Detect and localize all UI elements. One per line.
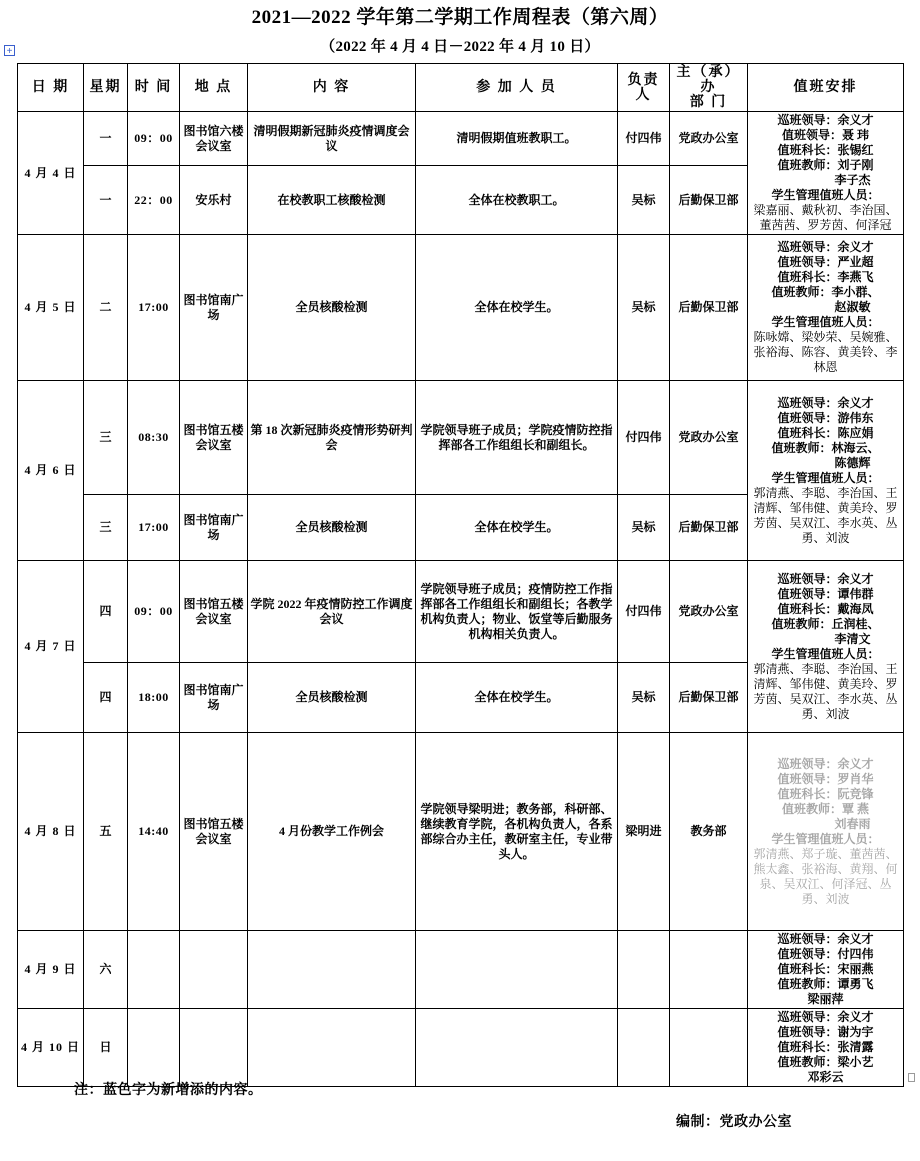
duty-line xyxy=(750,255,901,270)
cell-place: 图书馆南广场 xyxy=(180,495,248,561)
cell-department: 党政办公室 xyxy=(670,381,748,495)
cell-place: 图书馆南广场 xyxy=(180,663,248,733)
cell-department: 教务部 xyxy=(670,733,748,931)
cell-content: 4 月份教学工作例会 xyxy=(248,733,416,931)
cell-date: 4 月 8 日 xyxy=(18,733,84,931)
col-header-weekday: 星期 xyxy=(84,64,128,112)
duty-value: 林海云、 xyxy=(831,440,880,455)
duty-line xyxy=(750,1025,901,1040)
duty-label: 值班教师： xyxy=(781,801,842,816)
cell-weekday: 一 xyxy=(84,112,128,166)
cell-content: 学院 2022 年疫情防控工作调度会议 xyxy=(248,561,416,663)
duty-students-value: 郭清燕、郑子璇、董茜茜、熊太鑫、张裕海、黄翔、何泉、吴双江、何泽冠、丛勇、刘波 xyxy=(753,846,898,906)
cell-content xyxy=(248,931,416,1009)
duty-value: 陈德辉 xyxy=(834,455,871,470)
cell-duty-arrangement xyxy=(748,1009,904,1087)
duty-value: 游伟东 xyxy=(837,410,874,425)
duty-line xyxy=(750,456,901,471)
cell-place: 图书馆南广场 xyxy=(180,235,248,381)
duty-value: 谭勇飞 xyxy=(837,977,874,991)
duty-line xyxy=(750,932,901,947)
duty-students-label: 学生管理值班人员： xyxy=(771,831,880,846)
col-header-responsible: 负责人 xyxy=(618,64,670,112)
duty-label: 值班教师： xyxy=(771,616,832,631)
duty-label: 值班领导： xyxy=(777,410,838,425)
cell-content: 在校教职工核酸检测 xyxy=(248,166,416,235)
duty-value: 余义才 xyxy=(837,240,874,254)
duty-line xyxy=(750,411,901,426)
cell-responsible: 吴标 xyxy=(618,166,670,235)
duty-line xyxy=(750,270,901,285)
duty-value: 陈应娟 xyxy=(837,425,874,440)
col-header-department xyxy=(670,64,748,112)
duty-label: 值班领导： xyxy=(777,255,838,269)
col-header-date: 日 期 xyxy=(18,64,84,112)
table-row xyxy=(18,733,904,931)
duty-value: 李子杰 xyxy=(834,173,871,187)
cell-time xyxy=(128,1009,180,1087)
duty-value: 梁丽萍 xyxy=(807,992,844,1006)
cell-content: 全员核酸检测 xyxy=(248,663,416,733)
table-row xyxy=(18,561,904,663)
col-header-duty: 值班安排 xyxy=(748,64,904,112)
duty-value: 宋丽燕 xyxy=(837,962,874,976)
cell-date: 4 月 7 日 xyxy=(18,561,84,733)
duty-line xyxy=(750,757,901,772)
cell-date: 4 月 6 日 xyxy=(18,381,84,561)
cell-time: 22：00 xyxy=(128,166,180,235)
duty-value: 邓彩云 xyxy=(807,1070,844,1084)
cell-content xyxy=(248,1009,416,1087)
cell-time: 09：00 xyxy=(128,112,180,166)
cell-weekday: 三 xyxy=(84,381,128,495)
cell-place: 安乐村 xyxy=(180,166,248,235)
table-header xyxy=(18,64,904,112)
duty-label: 巡班领导： xyxy=(777,571,838,586)
duty-line xyxy=(750,817,901,832)
duty-students-value: 梁嘉丽、戴秋初、李治国、董茜茜、罗芳茵、何泽冠 xyxy=(753,203,898,232)
duty-label: 值班科长： xyxy=(777,1040,838,1054)
table-row xyxy=(18,112,904,166)
col-header-time: 时 间 xyxy=(128,64,180,112)
duty-students-label: 学生管理值班人员： xyxy=(771,188,880,202)
cell-content: 清明假期新冠肺炎疫情调度会议 xyxy=(248,112,416,166)
duty-line xyxy=(750,1055,901,1070)
cell-time: 09：00 xyxy=(128,561,180,663)
corner-marker-icon xyxy=(908,1073,915,1082)
cell-duty-arrangement xyxy=(748,235,904,381)
cell-responsible: 付四伟 xyxy=(618,381,670,495)
cell-participants: 全体在校学生。 xyxy=(416,235,618,381)
duty-line xyxy=(750,617,901,632)
duty-line xyxy=(750,128,901,143)
duty-line xyxy=(750,1040,901,1055)
cell-responsible xyxy=(618,931,670,1009)
cell-place: 图书馆五楼会议室 xyxy=(180,381,248,495)
duty-value: 赵淑敏 xyxy=(834,300,871,314)
duty-value: 丘润桂、 xyxy=(831,616,880,631)
cell-participants xyxy=(416,931,618,1009)
cell-weekday: 四 xyxy=(84,663,128,733)
cell-duty-arrangement xyxy=(748,931,904,1009)
cell-weekday: 六 xyxy=(84,931,128,1009)
cell-content: 第 18 次新冠肺炎疫情形势研判会 xyxy=(248,381,416,495)
cell-participants: 全体在校教职工。 xyxy=(416,166,618,235)
cell-department xyxy=(670,931,748,1009)
duty-value: 张锡红 xyxy=(837,143,874,157)
schedule-table-wrapper xyxy=(17,63,903,1087)
duty-label: 值班教师： xyxy=(771,440,832,455)
duty-line xyxy=(750,802,901,817)
cell-date: 4 月 9 日 xyxy=(18,931,84,1009)
cell-date: 4 月 10 日 xyxy=(18,1009,84,1087)
duty-line xyxy=(750,992,901,1007)
duty-label: 巡班领导： xyxy=(777,240,838,254)
duty-value: 付四伟 xyxy=(837,947,874,961)
cell-weekday: 三 xyxy=(84,495,128,561)
duty-label: 巡班领导： xyxy=(777,756,838,771)
duty-students-value: 郭清燕、李聪、李治国、王清辉、邹伟健、黄美玲、罗芳茵、吴双江、李水英、丛勇、刘波 xyxy=(753,661,898,721)
cell-department: 后勤保卫部 xyxy=(670,235,748,381)
duty-value: 余义才 xyxy=(837,571,874,586)
cell-responsible: 吴标 xyxy=(618,663,670,733)
duty-label: 值班科长： xyxy=(777,601,838,616)
duty-line xyxy=(750,113,901,128)
cell-place: 图书馆五楼会议室 xyxy=(180,733,248,931)
duty-label: 巡班领导： xyxy=(777,932,838,946)
duty-line xyxy=(750,572,901,587)
table-row xyxy=(18,931,904,1009)
cell-department: 后勤保卫部 xyxy=(670,663,748,733)
duty-label: 巡班领导： xyxy=(777,1010,838,1024)
duty-line xyxy=(750,1010,901,1025)
duty-value: 戴海凤 xyxy=(837,601,874,616)
cell-responsible: 梁明进 xyxy=(618,733,670,931)
duty-label: 值班科长： xyxy=(777,962,838,976)
duty-label: 值班科长： xyxy=(777,786,838,801)
col-header-department-line1: 主（承）办 xyxy=(676,65,741,95)
duty-label: 值班教师： xyxy=(777,977,838,991)
duty-value: 谢为宇 xyxy=(837,1025,874,1039)
duty-value: 李清文 xyxy=(834,631,871,646)
duty-value: 余义才 xyxy=(837,395,874,410)
cell-weekday: 二 xyxy=(84,235,128,381)
cell-responsible: 付四伟 xyxy=(618,112,670,166)
page-subtitle: （2022 年 4 月 4 日－2022 年 4 月 10 日） xyxy=(320,39,600,55)
cell-department: 党政办公室 xyxy=(670,112,748,166)
duty-students-value: 陈咏嫦、梁妙荣、吴婉雅、张裕海、陈容、黄美铃、李林恩 xyxy=(753,330,898,374)
duty-line xyxy=(750,300,901,315)
duty-line xyxy=(750,158,901,173)
duty-line xyxy=(750,962,901,977)
duty-line xyxy=(750,787,901,802)
duty-label: 值班领导： xyxy=(777,586,838,601)
duty-line xyxy=(750,587,901,602)
cell-participants: 清明假期值班教职工。 xyxy=(416,112,618,166)
cell-participants: 全体在校学生。 xyxy=(416,663,618,733)
cell-time: 14:40 xyxy=(128,733,180,931)
duty-students-label: 学生管理值班人员： xyxy=(771,470,880,485)
cell-time xyxy=(128,931,180,1009)
duty-label: 值班领导： xyxy=(777,1025,838,1039)
cell-responsible: 吴标 xyxy=(618,235,670,381)
header-row xyxy=(18,64,904,112)
duty-label: 值班科长： xyxy=(777,270,838,284)
duty-label: 值班科长： xyxy=(777,143,838,157)
cell-responsible: 吴标 xyxy=(618,495,670,561)
duty-line xyxy=(750,977,901,992)
cell-place xyxy=(180,931,248,1009)
duty-value: 李燕飞 xyxy=(837,270,874,284)
duty-value: 谭伟群 xyxy=(837,586,874,601)
duty-value: 李小群、 xyxy=(831,285,880,299)
duty-label: 值班领导： xyxy=(777,771,838,786)
duty-students-label: 学生管理值班人员： xyxy=(771,646,880,661)
cell-weekday: 五 xyxy=(84,733,128,931)
cell-place xyxy=(180,1009,248,1087)
cell-department: 后勤保卫部 xyxy=(670,495,748,561)
duty-value: 聂 玮 xyxy=(842,128,870,142)
duty-students-label: 学生管理值班人员： xyxy=(771,315,880,329)
duty-value: 阮竞锋 xyxy=(837,786,874,801)
cell-content: 全员核酸检测 xyxy=(248,235,416,381)
duty-students-value: 郭清燕、李聪、李治国、王清辉、邹伟健、黄美玲、罗芳茵、吴双江、李水英、丛勇、刘波 xyxy=(753,485,898,545)
duty-line xyxy=(750,240,901,255)
duty-value: 余义才 xyxy=(837,113,874,127)
cell-time: 17:00 xyxy=(128,235,180,381)
cell-participants: 学院领导班子成员；疫情防控工作指挥部各工作组组长和副组长；各教学机构负责人；物业、饭堂等后勤服务机构相关负责人。 xyxy=(416,561,618,663)
duty-label: 值班教师： xyxy=(777,1055,838,1069)
page-title: 2021—2022 学年第二学期工作周程表（第六周） xyxy=(251,7,669,28)
cell-department: 后勤保卫部 xyxy=(670,166,748,235)
cell-duty-arrangement xyxy=(748,112,904,235)
duty-label: 值班教师： xyxy=(771,285,832,299)
table-row xyxy=(18,235,904,381)
cell-participants: 学院领导班子成员；学院疫情防控指挥部各工作组组长和副组长。 xyxy=(416,381,618,495)
col-header-place: 地 点 xyxy=(180,64,248,112)
compiler-label: 编制：党政办公室 xyxy=(676,1115,792,1130)
cell-weekday: 四 xyxy=(84,561,128,663)
cell-content: 全员核酸检测 xyxy=(248,495,416,561)
cell-participants: 学院领导梁明进；教务部，科研部、继续教育学院，各机构负责人，各系部综合办主任，教研室主任，专业带头人。 xyxy=(416,733,618,931)
col-header-content: 内 容 xyxy=(248,64,416,112)
duty-line xyxy=(750,632,901,647)
duty-value: 余义才 xyxy=(837,932,874,946)
duty-value: 余义才 xyxy=(837,756,874,771)
duty-label: 巡班领导： xyxy=(777,395,838,410)
cell-time: 18:00 xyxy=(128,663,180,733)
cell-responsible xyxy=(618,1009,670,1087)
duty-value: 罗肖华 xyxy=(837,771,874,786)
duty-value: 梁小艺 xyxy=(837,1055,874,1069)
footnote: 注：蓝色字为新增添的内容。 xyxy=(74,1083,263,1098)
cell-weekday: 日 xyxy=(84,1009,128,1087)
duty-line xyxy=(750,143,901,158)
cell-duty-arrangement xyxy=(748,561,904,733)
cell-place: 图书馆六楼会议室 xyxy=(180,112,248,166)
duty-line xyxy=(750,441,901,456)
duty-line xyxy=(750,1070,901,1085)
duty-value: 张清露 xyxy=(837,1040,874,1054)
table-body xyxy=(18,112,904,1087)
duty-value: 覃 燕 xyxy=(842,801,870,816)
duty-line xyxy=(750,285,901,300)
duty-value: 余义才 xyxy=(837,1010,874,1024)
cell-participants: 全体在校学生。 xyxy=(416,495,618,561)
duty-label: 值班教师： xyxy=(777,158,838,172)
table-row xyxy=(18,381,904,495)
cell-responsible: 付四伟 xyxy=(618,561,670,663)
duty-line xyxy=(750,396,901,411)
cell-duty-arrangement xyxy=(748,733,904,931)
duty-line xyxy=(750,602,901,617)
cell-department: 党政办公室 xyxy=(670,561,748,663)
duty-label: 值班领导： xyxy=(777,947,838,961)
col-header-participants: 参 加 人 员 xyxy=(416,64,618,112)
duty-value: 刘子刚 xyxy=(837,158,874,172)
schedule-table xyxy=(17,63,904,1087)
cell-duty-arrangement xyxy=(748,381,904,561)
col-header-department-line2: 部 门 xyxy=(689,95,728,110)
cell-date: 4 月 5 日 xyxy=(18,235,84,381)
cell-place: 图书馆五楼会议室 xyxy=(180,561,248,663)
cell-time: 08:30 xyxy=(128,381,180,495)
duty-label: 值班科长： xyxy=(777,425,838,440)
cell-date: 4 月 4 日 xyxy=(18,112,84,235)
duty-label: 值班领导： xyxy=(781,128,842,142)
duty-line xyxy=(750,173,901,188)
anchor-marker-icon: + xyxy=(4,45,15,56)
duty-line xyxy=(750,947,901,962)
cell-time: 17:00 xyxy=(128,495,180,561)
duty-value: 严业超 xyxy=(837,255,874,269)
duty-line xyxy=(750,772,901,787)
cell-participants xyxy=(416,1009,618,1087)
duty-line xyxy=(750,426,901,441)
duty-value: 刘春雨 xyxy=(834,816,871,831)
cell-weekday: 一 xyxy=(84,166,128,235)
table-row xyxy=(18,1009,904,1087)
duty-label: 巡班领导： xyxy=(777,113,838,127)
cell-department xyxy=(670,1009,748,1087)
